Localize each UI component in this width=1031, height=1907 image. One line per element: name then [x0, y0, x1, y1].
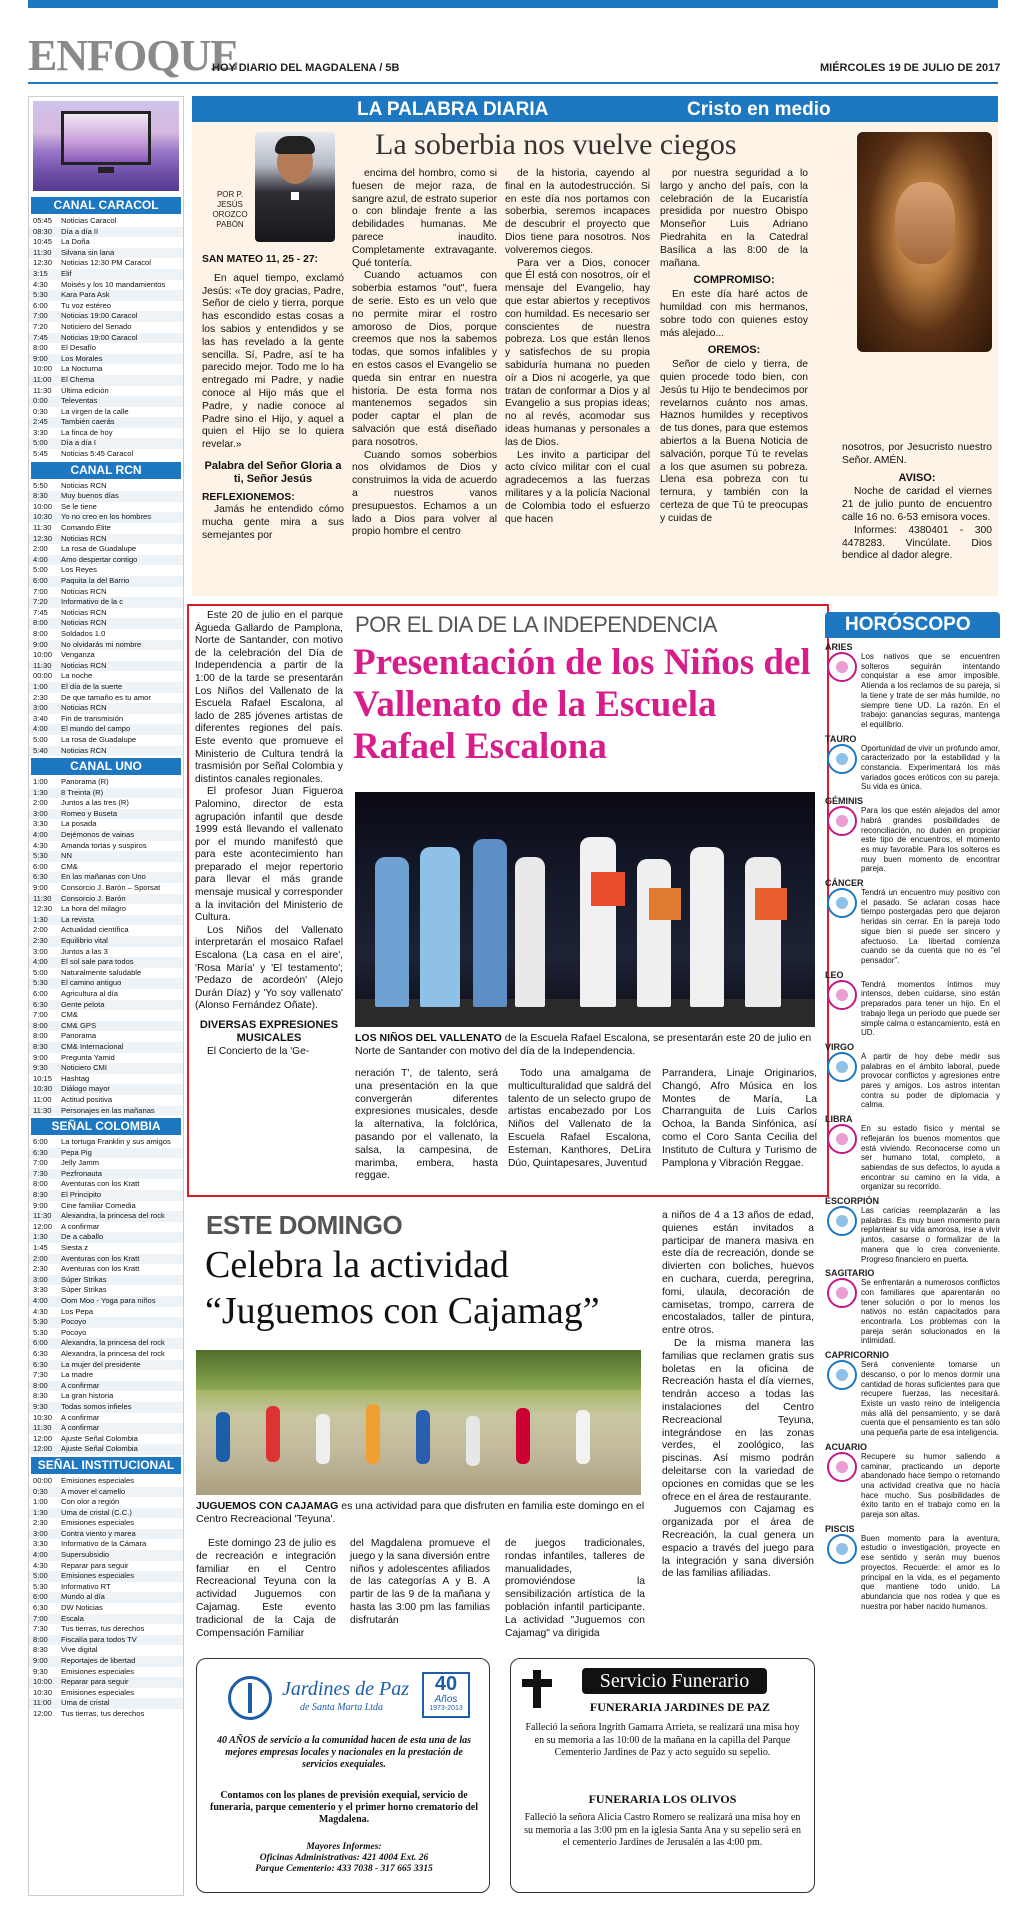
program-row: 4:00 El sol sale para todos — [29, 957, 183, 968]
program-row: 6:00 CM& — [33, 861, 78, 871]
vallenato-caption: LOS NIÑOS DEL VALLENATO de la Escuela Rafael Escalona, se presentarán este 20 de julio en Norte de Santander con motivo del día de la Independencia. — [355, 1032, 812, 1057]
program-row: 0:00 Televentas — [29, 396, 183, 407]
channel-colombia — [29, 1118, 183, 1455]
zodiac-icon — [827, 1052, 857, 1082]
cajamag-col-3: de juegos tradicionales, rondas infantiles, talleres de manualidades, promoviéndose la sensibilización artística de la población infantil participante. La actividad "Juguemos con Cajamag" va dirigida — [505, 1538, 645, 1639]
program-row: 8:00 Panorama — [33, 1031, 97, 1041]
program-row: 5:00 La rosa de Guadalupe — [33, 734, 137, 744]
program-row: 8:30 El Principito — [29, 1190, 183, 1201]
program-row: 11:30 Comando Élite — [33, 523, 111, 533]
program-row: 6:00 Alexandra, la princesa del rock — [29, 1338, 183, 1349]
program-row: 1:30 Uma de cristal (C.C.) — [29, 1508, 183, 1519]
vallenato-kicker: POR EL DIA DE LA INDEPENDENCIA — [355, 612, 717, 637]
program-row: 3:00 Noticias RCN — [29, 703, 183, 714]
tv-listings — [29, 197, 183, 1720]
program-row: 3:40 Fin de transmisión — [33, 713, 124, 723]
program-row: 11:00 El Chema — [29, 375, 183, 386]
program-row: 11:30 Silvana sin lana — [29, 248, 183, 259]
program-row: 1:00 Con olor a región — [33, 1497, 120, 1507]
program-row: 08:30 Día a día II — [29, 227, 183, 238]
program-row: 10:30 Diálogo mayor — [29, 1084, 183, 1095]
program-row: 2:30 De que tamaño es tu amor — [33, 692, 151, 702]
cajamag-col-1: Este domingo 23 de julio es de recreación e integración familiar en el Centro Recreacional Teyuna con la actividad Juguemos con Cajamag. Este evento tradicional de la Caja de Compensación Familiar — [196, 1538, 336, 1639]
program-row: 7:30 Pezfronauta — [29, 1169, 183, 1180]
program-row: 7:45 Noticias RCN — [33, 607, 107, 617]
horoscope-sign: ARIES Los nativos que se encuentren solteros seguirán intentando conquistar a ese amor imposible. Atienda a los reclamos de su pareja, si la tiene y trate de ser más humilde, no siempre tiene UD. La razón. En el trabajo: ganancias seguras, mantenga el equilibrio. — [825, 642, 1000, 729]
cajamag-headline: Celebra la actividad “Juguemos con Cajamag” — [205, 1244, 600, 1332]
channel-heading: SEÑAL COLOMBIA — [31, 1118, 181, 1135]
horoscope-column — [825, 612, 1000, 1897]
ad1-brand-sub: de Santa Marta Ltda — [300, 1702, 384, 1713]
vallenato-headline: Presentación de los Niños del Vallenato de la Escuela Rafael Escalona — [353, 642, 811, 767]
program-row: 1:00 Panorama (R) — [33, 777, 109, 787]
program-row: 3:00 Romeo y Buseta — [29, 809, 183, 820]
cristo-label: Cristo en medio — [687, 99, 831, 120]
horoscope-sign: GÉMINIS Para los que estén alejados del amor habrá grandes posibilidades de reconciliación, no duden en propiciar este tipo de encuentros, el momento es muy favorable. Para los solteros es muy buen momento de encontrar pareja. — [825, 796, 1000, 874]
program-row: 1:45 Siesta z — [33, 1243, 89, 1253]
vallenato-col-1: Este 20 de julio en el parque Águeda Gallardo de Pamplona, Norte de Santander, con motivo de la celebración del Día de Independencia a partir de la 1:00 de la tarde se presentarán Los Niños del Vallenato de la Escuela Rafael Escalona, al lado de 285 jóvenes artistas de diferentes regiones del país. Este evento que promueve el Ministerio de Cultura tendrá la trasmisión por Señal Colombia y distintos canales regionales. El profesor Juan Figueroa Palomino, director de esta agrupación infantil que desde 1999 está llevando el vallenato por el mundo manifestó que para este acontecimiento han preparado el mejor repertorio para llevar el más grande mensaje musical y corresponder a la invitación del Ministerio de Cultura. Los Niños del Vallenato interpretarán el mosaico Rafael Escalona (La casa en el aire', 'Rosa María' y 'El testamento'; 'Pedazo de acordeón' (Alejo Durán Díaz) y 'Yo soy vallenato' (Alonso Fernández Oñate). DIVERSAS EXPRESIONES MUSICALES El Concierto de la 'Ge- — [195, 610, 343, 1058]
program-row: 4:00 Amo despertar contigo — [29, 555, 183, 566]
cajamag-col-4: a niños de 4 a 13 años de edad, quienes están invitados a participar de manera masiva en este día de recreación, donde se divierten con boliches, huevos en cuchara, cuerda, peregrina, fomi, ulaula, decoración de camisetas, trompo, carrera de encostalados, taller de pintura, entre otros. De la misma manera las familias que reclamen gratis sus boletas en la oficina de Recreación hasta el día viernes, tendrán acceso a todas las instalaciones del Centro Recreacional Teyuna, integrándose en las zonas verdes, el zoológico, las piscinas. Así mismo podrán deleitarse con la variedad de opciones en comidas que se les ofrece en el área de restaurante. Juguemos con Cajamag es organizada por el área de Recreación, la cual genera un espacio a través del juego para la integración y sana diversión de las familias afiliadas. — [662, 1210, 814, 1580]
channel-heading: SEÑAL INSTITUCIONAL — [31, 1457, 181, 1474]
program-row: 11:00 Uma de cristal — [29, 1698, 183, 1709]
program-row: 11:30 A confirmar — [29, 1423, 183, 1434]
program-row: 3:30 La finca de hoy — [33, 427, 113, 437]
paper-name: HOY DIARIO DEL MAGDALENA / 5B — [212, 62, 400, 74]
channel-uno — [29, 758, 183, 1116]
zodiac-icon — [827, 1206, 857, 1236]
zodiac-icon — [827, 1534, 857, 1564]
palabra-diaria-header — [192, 96, 998, 122]
section-title: ENFOQUE — [28, 31, 239, 80]
program-row: 9:30 Todas somos infieles — [29, 1402, 183, 1413]
program-row: 4:00 Supersubsidio — [29, 1550, 183, 1561]
program-row: 8:00 Fiscalía para todos TV — [29, 1635, 183, 1646]
program-row: 9:00 Consorcio J. Barón – Sporsat — [33, 883, 161, 893]
program-row: 00:00 Emisiones especiales — [33, 1475, 135, 1485]
horoscope-sign: ACUARIO Recupere su humor saliendo a caminar, practicando un deporte abandonado hace tiempo o retomando una actividad creativa que no hacía hace mucho. Sus posibilidades de éxito tanto en el trabajo como en la pareja son altas. — [825, 1441, 1000, 1520]
program-row: 2:45 También caerás — [29, 417, 183, 428]
channel-rcn — [29, 462, 183, 756]
program-row: 5:30 Pocoyo — [33, 1327, 87, 1337]
program-row: 1:30 De a caballo — [29, 1232, 183, 1243]
program-row: 0:30 A mover el camello — [29, 1487, 183, 1498]
cajamag-kicker: ESTE DOMINGO — [206, 1210, 403, 1240]
program-row: 6:30 Alexandra, la princesa del rock — [33, 1348, 165, 1358]
vallenato-col-4: Parrandera, Linaje Originarios, Changó, Afro Música en los Montes de María, La Charranguita de Luis Carlos Ochoa, la Banda Sinfónica, así como el Coro Santa Cecilia del Instituto de Cultura y Turismo de Pamplona y Vibración Reggae. — [662, 1068, 817, 1169]
program-row: 0:30 La virgen de la calle — [33, 406, 129, 416]
vallenato-col-2: neración T', de talento, será una presentación en la que convergerán diferentes expresiones musicales, desde la alternativa, la folclórica, pasando por el vallenato, la salsa, la campesina, de marimba, embera, hasta reggae. — [355, 1068, 498, 1182]
program-row: 10:30 A confirmar — [33, 1412, 100, 1422]
cross-icon — [522, 1670, 552, 1708]
program-row: 4:30 Los Pepa — [33, 1306, 94, 1316]
top-color-bar — [28, 0, 998, 8]
palabra-col-1: SAN MATEO 11, 25 - 27: En aquel tiempo, exclamó Jesús: «Te doy gracias, Padre, Señor de cielo y tierra, porque has escondido estas cosas a los sabios y entendidos y se las has revelado a la gente sencilla. Sí, Padre, así te ha parecido mejor. Todo me lo ha entregado mi Padre, y nadie conoce al Hijo más que el Padre, y nadie conoce al Padre sino el Hijo, y aquel a quien el Hijo se lo quiera revelar.» Palabra del Señor Gloria a ti, Señor Jesús REFLEXIONEMOS: Jamás he entendido cómo mucha gente mira a sus semejantes por — [202, 254, 344, 541]
program-row: 5:30 El camino antiguo — [29, 978, 183, 989]
program-row: 3:00 Contra viento y marea — [29, 1529, 183, 1540]
ad2-sub1: FUNERARIA JARDINES DE PAZ — [589, 1700, 771, 1714]
program-row: 3:00 Juntos a las 3 — [33, 946, 108, 956]
horoscope-sign: TAURO Oportunidad de vivir un profundo amor, caracterizado por la estabilidad y la constancia. Experimentará los más variados goces eróticos con su pareja. Su vida es única. — [825, 733, 1000, 792]
program-row: 2:00 La rosa de Guadalupe — [33, 544, 137, 554]
program-row: 5:00 Día a día I — [29, 438, 183, 449]
program-row: 12:00 Ajuste Señal Colombia — [29, 1444, 183, 1455]
byline: POR P. JESÚS OROZCO PABÓN — [212, 190, 248, 229]
palabra-col-4: por nuestra seguridad a lo largo y ancho del país, con la celebración de la Eucaristía presidida por nuestro Obispo Monseñor Luis Adriano Piedrahita en la Catedral Basílica a las 8:00 de la mañana. COMPROMISO: En este día haré actos de humildad con mis hermanos, sobre todo con quienes estoy más alejado... OREMOS: Señor de cielo y tierra, de quien procede todo bien, con Jesús tu Hijo te bendecimos por revelarnos cuánto nos amas. Haznos humildes y receptivos de tus dones, para que estemos abiertos a la Buena Noticia de salvación, porque Tú te revelas a los que asumen su pobreza. Llena esa pobreza con tu ternura, y también con la certeza de que Tú te preocupas y cuidas de — [660, 168, 808, 524]
cajamag-col-2: del Magdalena promueve el juego y la sana diversión entre niños y adolescentes afiliados de las categorías A y B. A partir de las 9 de la mañana y hasta las 3:00 pm las familias disfrutarán — [350, 1538, 490, 1626]
ad2-sub2: FUNERARIA LOS OLIVOS — [588, 1792, 737, 1806]
program-row: 9:00 Pregunta Yamid — [33, 1052, 115, 1062]
program-row: 9:30 Noticiero CMI — [29, 1063, 183, 1074]
program-row: 11:00 Actitud positiva — [33, 1094, 113, 1104]
program-row: 12:00 A confirmar — [33, 1221, 100, 1231]
masthead-rule — [28, 82, 998, 84]
program-row: 5:30 Kara Para Ask — [29, 290, 183, 301]
program-row: 4:00 El mundo del campo — [29, 724, 183, 735]
program-row: 6:00 Agricultura al día — [33, 988, 118, 998]
program-row: 4:30 Amanda tortas y suspiros — [33, 840, 147, 850]
program-row: 4:00 Dejémonos de vainas — [29, 830, 183, 841]
program-row: 7:00 Noticias RCN — [33, 586, 107, 596]
program-row: 8:00 Soldados 1.0 — [33, 628, 106, 638]
program-row: 9:30 Emisiones especiales — [33, 1666, 135, 1676]
program-row: 2:30 Aventuras con los Kratt — [33, 1264, 140, 1274]
program-row: 7:20 Informativo de la c — [29, 597, 183, 608]
anniversary-badge: 40 Años 1973-2013 — [422, 1672, 470, 1718]
program-row: 7:00 Jelly Jamm — [33, 1158, 99, 1168]
zodiac-icon — [827, 1278, 857, 1308]
program-row: 11:30 Personajes en las mañanas — [29, 1106, 183, 1117]
program-row: 9:00 Reportajes de libertad — [29, 1656, 183, 1667]
program-row: 1:30 La revista — [29, 915, 183, 926]
program-row: 8:30 Muy buenos días — [29, 491, 183, 502]
program-row: 4:00 Oom Moo - Yoga para niños — [29, 1296, 183, 1307]
program-row: 9:00 Cine familiar Comedia — [33, 1200, 136, 1210]
horoscope-sign: LEO Tendrá momentos íntimos muy intensos, deben cuidarse, sino están preparados para tener un hijo. En el trabajo llega un período que puede ser simple calma o estancamiento, está en UD. — [825, 969, 1000, 1038]
program-row: 7:00 Noticias 19:00 Caracol — [29, 311, 183, 322]
ad2-title: Servicio Funerario — [582, 1668, 767, 1694]
zodiac-icon — [827, 1452, 857, 1482]
program-row: 11:30 Noticias RCN — [29, 661, 183, 672]
program-row: 10:00 Venganza — [33, 650, 95, 660]
horoscope-sign: PISCIS Buen momento para la aventura, estudio o investigación, proyecte en ese sentido y serán muy buenos proyectos. Recuerde: el amor es lo principal en la vida, es el pegamento que mantiene todo unido. La abundancia que nos rodea y que es nuestra por haber nacido humanos. — [825, 1523, 1000, 1611]
program-row: 3:15 Elif — [29, 269, 183, 280]
program-row: 6:30 DW Noticias — [33, 1603, 103, 1613]
program-row: 3:00 Súper Strikas — [29, 1275, 183, 1286]
author-photo — [255, 132, 335, 242]
vallenato-photo — [355, 792, 815, 1027]
program-row: 8:00 A confirmar — [29, 1381, 183, 1392]
program-row: 7:30 Tus tierras, tus derechos — [33, 1624, 145, 1634]
program-row: 5:40 Noticias RCN — [29, 746, 183, 757]
program-row: 8:30 Vive digital — [33, 1645, 98, 1655]
program-row: 4:30 Moisés y los 10 mandamientos — [33, 279, 166, 289]
program-row: 6:00 La tortuga Franklin y sus amigos — [33, 1137, 171, 1147]
program-row: 1:30 8 Treinta (R) — [29, 788, 183, 799]
program-row: 7:20 Noticiero del Senado — [33, 321, 132, 331]
program-row: 9:00 No olvidarás mi nombre — [29, 640, 183, 651]
vallenato-col-3: Todo una amalgama de multiculturalidad que saldrá del talento de un selecto grupo de artistas encabezado por Los Niños del Vallenato de la Escuela Rafael Escalona, Esteman, Kanthores, DeLira Dúo, Quintapesares, Juventud — [508, 1068, 651, 1169]
program-row: 6:00 Mundo al día — [29, 1592, 183, 1603]
program-row: 10:30 Yo no creo en los hombres — [29, 512, 183, 523]
program-row: 7:00 CM& — [33, 1010, 78, 1020]
program-row: 12:00 Tus tierras, tus derechos — [33, 1708, 145, 1718]
program-row: 8:00 Aventuras con los Kratt — [33, 1179, 140, 1189]
program-row: 05:45 Noticias Caracol — [33, 216, 117, 225]
program-row: 5:00 Naturalmente saludable — [33, 967, 142, 977]
program-row: 6:30 La mujer del presidente — [29, 1360, 183, 1371]
zodiac-icon — [827, 744, 857, 774]
issue-date: MIÉRCOLES 19 DE JULIO DE 2017 — [820, 62, 1001, 74]
program-row: 12:30 Noticias 12:30 PM Caracol — [33, 258, 151, 268]
program-row: 5:30 Informativo RT — [33, 1581, 111, 1591]
program-row: 10:45 La Doña — [33, 237, 90, 247]
program-row: 10:00 Se le tiene — [33, 501, 97, 511]
horoscope-sign: CAPRICORNIO Será conveniente tomarse un descanso, o por lo menos dormir una cantidad de horas suficientes para que recupere fuerzas, las necesitará. Existe un vasto reino de inteligencia más allá del pensamiento, y se dará cuenta que el pensamiento es tan sólo una pequeña parte de esa inteligencia. — [825, 1350, 1000, 1438]
palabra-col-3: de la historia, cayendo al final en la autodestrucción. Si en este día nos portamos con soberbia, seremos incapaces de descubrir el proyecto que Dios tiene para nosotros. Nos volveremos ciegos. Para ver a Dios, conocer que Él está con nosotros, oír el mensaje del Evangelio, hay que estar abiertos y receptivos con humildad. Es necesario ser conscientes de nuestra pobreza. Los que están llenos y satisfechos de su propia sabiduría humana no pueden oír a Dios ni acogerle, ya que tratan de conformar a Dios y al Evangelio a sus propias ideas; no al revés, acomodar sus ideas humanas y personales a las de Dios. Les invito a participar del acto cívico militar con el cual agradecemos a las fuerzas militares y a la policía Nacional de Colombia todo el esfuerzo que hacen — [505, 168, 650, 525]
horoscope-sign: VIRGO A partir de hoy debe medir sus palabras en el ámbito laboral, puede provocar conflictos y agresiones entre pares y amigos. Los astros intentan contra su poder de diplomacia y calma. — [825, 1041, 1000, 1110]
channel-institucional — [29, 1457, 183, 1720]
channel-heading: CANAL UNO — [31, 758, 181, 775]
zodiac-icon — [827, 1360, 857, 1390]
program-row: 10:15 Hashtag — [33, 1073, 90, 1083]
program-row: 12:30 La hora del milagro — [33, 904, 127, 914]
program-row: 8:00 Noticias RCN — [29, 618, 183, 629]
ad1-text-2: Contamos con los planes de previsión exequial, servicio de funeraria, parque cementerio y el primer horno crematorio del Magdalena. — [210, 1790, 478, 1825]
program-row: 6:30 Gente pelota — [29, 1000, 183, 1011]
program-row: 8:00 CM& GPS — [29, 1021, 183, 1032]
program-row: 2:00 Juntos a las tres (R) — [33, 798, 129, 808]
program-row: 6:30 Pepa Pig — [29, 1148, 183, 1159]
program-row: 3:30 Informativo de la Cámara — [33, 1539, 147, 1549]
program-row: 8:30 La gran historia — [33, 1391, 114, 1401]
zodiac-icon — [827, 1124, 857, 1154]
zodiac-icon — [827, 888, 857, 918]
program-row: 7:30 La madre — [33, 1370, 94, 1380]
jardines-logo-icon — [228, 1676, 272, 1720]
television-icon — [61, 111, 151, 165]
program-row: 5:30 Pocoyo — [29, 1317, 183, 1328]
program-row: 8:00 El Desafío — [33, 343, 97, 353]
channel-heading: CANAL RCN — [31, 462, 181, 479]
program-row: 12:30 Noticias RCN — [29, 534, 183, 545]
palabra-headline: La soberbia nos vuelve ciegos — [375, 128, 737, 161]
program-row: 7:45 Noticias 19:00 Caracol — [29, 333, 183, 344]
horoscope-sign: SAGITARIO Se enfrentarán a numerosos conflictos con familiares que aparentarán no tener solución o por lo menos los nativos no están capacitados para encontrarla. Los problemas con la pareja serán solucionados en la intimidad. — [825, 1268, 1000, 1346]
tv-guide-column — [28, 96, 184, 1896]
ad1-contact: Mayores Informes: Oficinas Administrativas: 421 4004 Ext. 26 Parque Cementerio: 433 7038 - 317 665 3315 — [255, 1842, 433, 1874]
horoscope-sign: CÁNCER Tendrá un encuentro muy positivo con el pasado. Se aclaran cosas hace tiempo postergadas pero que dejaron heridas sin cerrar. En la pareja todo sigue bien si puede ser sincero y afectuoso. La libertad comienza cuando se da cuenta que no es "el pensador". — [825, 878, 1000, 965]
jesus-image — [857, 132, 992, 352]
tv-illustration — [33, 101, 179, 191]
program-row: 3:30 Súper Strikas — [33, 1285, 107, 1295]
program-row: 2:00 Actualidad científica — [33, 925, 129, 935]
zodiac-icon — [827, 806, 857, 836]
program-row: 3:30 La posada — [33, 819, 97, 829]
program-row: 9:00 Los Morales — [29, 354, 183, 365]
program-row: 5:45 Noticias 5:45 Caracol — [33, 449, 134, 459]
program-row: 2:30 Equilibrio vital — [29, 936, 183, 947]
cajamag-photo — [196, 1350, 641, 1495]
program-row: 8:30 CM& Internacional — [29, 1042, 183, 1053]
program-row: 10:00 Reparar para seguir — [29, 1677, 183, 1688]
program-row: 1:00 El día de la suerte — [29, 682, 183, 693]
palabra-label: LA PALABRA DIARIA — [357, 99, 549, 120]
program-row: 11:30 Alexandra, la princesa del rock — [29, 1211, 183, 1222]
program-row: 10:30 Emisiones especiales — [33, 1687, 135, 1697]
horoscope-sign: ESCORPIÓN Las caricias reemplazarán a las palabras. Es muy buen momento para replantear su vida amorosa, irse a vivir juntos, casarse o formalizar de la manera que lo crea conveniente. Progreso financiero en puerta. — [825, 1196, 1000, 1264]
program-row: 4:30 Reparar para seguir — [33, 1560, 129, 1570]
ad1-brand: Jardines de Paz — [282, 1678, 410, 1700]
program-row: 2:30 Emisiones especiales — [33, 1518, 135, 1528]
ad1-text-1: 40 AÑOS de servicio a la comunidad hacen de esta una de las mejores empresas locales y nacionales en la prestación de servicios exequiales. — [216, 1735, 472, 1770]
horoscope-sign: LIBRA En su estado físico y mental se reflejarán los buenos momentos que está viviendo. Reconocerse como un ser humano total, completo, a sabiendas de sus defectos, lo ayuda a encontrar su camino en la vida, a organizar su recorrido. — [825, 1114, 1000, 1192]
program-row: 5:30 NN — [29, 851, 183, 862]
horoscope-title: HORÓSCOPO — [825, 612, 1000, 638]
program-row: 2:00 Aventuras con los Kratt — [29, 1254, 183, 1265]
program-row: 5:00 Emisiones especiales — [29, 1571, 183, 1582]
ad2-notice-1: Falleció la señora Ingrith Gamarra Arrieta, se realizará una misa hoy en su memoria a las 10:00 de la mañana en la capilla del Parque Cementerio Jardines de Paz y acto seguido su sepelio. — [525, 1722, 800, 1758]
program-row: 10:00 La Nocturna — [33, 364, 103, 374]
program-row: 6:00 Tu voz estéreo — [33, 300, 111, 310]
ad2-notice-2: Falleció la señora Alicia Castro Romero se realizará una misa hoy en su memoria a las 3:00 pm en la iglesia Santa Ana y su sepelio será en el cementerio Jardines de Jerusalén a las 4:00 pm. — [524, 1812, 801, 1848]
program-row: 12:00 Ajuste Señal Colombia — [33, 1433, 138, 1443]
channel-heading: CANAL CARACOL — [31, 197, 181, 214]
channel-caracol — [29, 197, 183, 460]
program-row: 11:30 Consorcio J. Barón — [29, 894, 183, 905]
program-row: 00:00 La noche — [33, 671, 93, 681]
zodiac-icon — [827, 980, 857, 1010]
zodiac-icon — [827, 652, 857, 682]
program-row: 11:30 Última edición — [33, 385, 109, 395]
program-row: 5:50 Noticias RCN — [33, 480, 107, 490]
palabra-col-5: nosotros, por Jesucristo nuestro Señor. AMÉN. AVISO: Noche de caridad el viernes 21 de julio punto de encuentro calle 16 no. 6-53 emisora voces. Informes: 4380401 - 300 4478283. Vincúlate. Dios bendice al dador alegre. — [842, 442, 992, 562]
program-row: 6:00 Paquita la del Barrio — [29, 576, 183, 587]
program-row: 7:00 Escala — [29, 1614, 183, 1625]
cajamag-caption: JUGUEMOS CON CAJAMAG es una actividad para que disfruten en familia este domingo en el Centro Recreacional 'Teyuna'. — [196, 1500, 645, 1525]
palabra-col-2: encima del hombro, como si fuesen de mejor raza, de sangre azul, de estrato superior o con blindaje frente a las debilidades humanas. Me parece inaudito. Completamente extravagante. Qué tontería. Cuando actuamos con soberbia estamos "out", fuera de serie. Esto es un velo que no permite mirar el rostro amoroso de Dios, porque creemos que nos la sabemos todas, que somos infalibles y en estos casos el Evangelio se queda sin entrar en nuestra historia. De esta forma nos mantenemos segados sin poder captar el plan de salvación que está diseñado para nosotros. Cuando somos soberbios nos olvidamos de Dios y construimos la vida de acuerdo a nuestros vanos presupuestos. Echamos a un lado a Dios para volver al propio hombre el centro — [352, 168, 497, 538]
program-row: 5:00 Los Reyes — [33, 565, 97, 575]
program-row: 6:30 En las mañanas con Uno — [29, 872, 183, 883]
